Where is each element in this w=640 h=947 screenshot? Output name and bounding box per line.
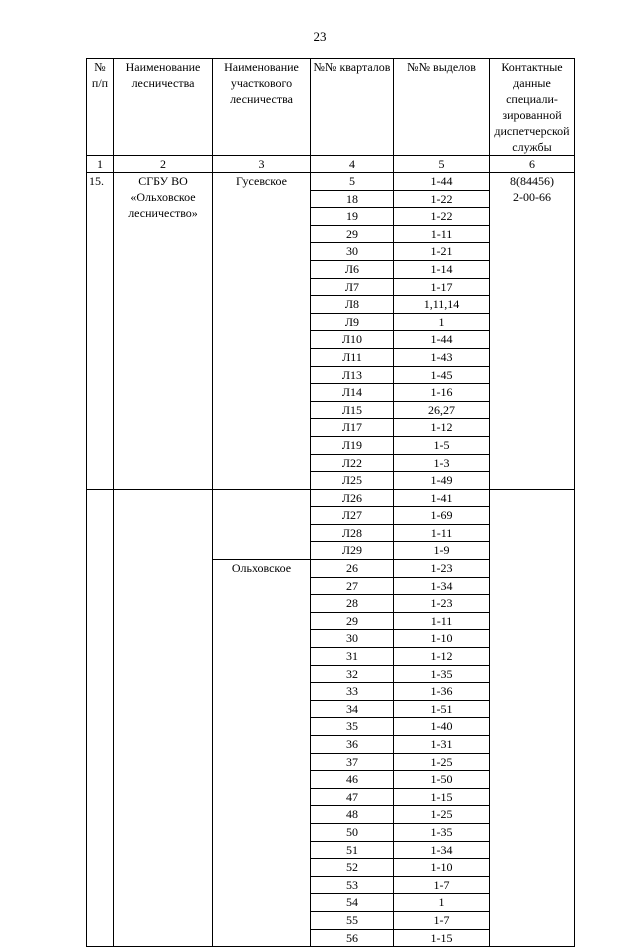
quarter-cell: 31: [311, 648, 394, 666]
empty-cell: [87, 489, 114, 946]
quarter-cell: 34: [311, 700, 394, 718]
quarter-cell: 48: [311, 806, 394, 824]
section-cell: 1-36: [394, 683, 490, 701]
section-cell: 1-51: [394, 700, 490, 718]
section-cell: 1-35: [394, 665, 490, 683]
column-index: 4: [311, 156, 394, 173]
quarter-cell: Л6: [311, 260, 394, 278]
header-quarters: №№ кварталов: [311, 59, 394, 156]
section-cell: 1-50: [394, 771, 490, 789]
quarter-cell: 37: [311, 753, 394, 771]
section-cell: 1-11: [394, 612, 490, 630]
contact-phone-number: 2-00-66: [513, 190, 551, 204]
quarter-cell: Л15: [311, 401, 394, 419]
quarter-cell: Л8: [311, 296, 394, 314]
quarter-cell: 46: [311, 771, 394, 789]
empty-cell: [490, 489, 575, 946]
quarter-cell: 35: [311, 718, 394, 736]
quarter-cell: Л28: [311, 524, 394, 542]
section-cell: 1-21: [394, 243, 490, 261]
quarter-cell: 28: [311, 595, 394, 613]
header-forestry: Наименование лесничества: [114, 59, 213, 156]
section-cell: 1-34: [394, 841, 490, 859]
section-cell: 1-5: [394, 436, 490, 454]
header-district: Наименование участкового лесничества: [213, 59, 311, 156]
quarter-cell: Л14: [311, 384, 394, 402]
section-cell: 1-44: [394, 331, 490, 349]
section-cell: 1-25: [394, 806, 490, 824]
quarter-cell: 56: [311, 929, 394, 947]
quarter-cell: Л9: [311, 313, 394, 331]
quarter-cell: 53: [311, 876, 394, 894]
header-contacts: Контактные данные специали-зированной диспетчерской службы: [490, 59, 575, 156]
header-row: [87, 59, 575, 156]
section-cell: 1-45: [394, 366, 490, 384]
column-index: 3: [213, 156, 311, 173]
quarter-cell: 29: [311, 612, 394, 630]
quarter-cell: 33: [311, 683, 394, 701]
quarter-cell: 27: [311, 577, 394, 595]
quarter-cell: 52: [311, 859, 394, 877]
section-cell: 1-23: [394, 560, 490, 578]
forestry-name: СГБУ ВО «Ольховское лесничество»: [114, 173, 213, 490]
quarter-cell: Л25: [311, 472, 394, 490]
section-cell: 1-10: [394, 630, 490, 648]
contact-phone-code: 8(84456): [510, 174, 554, 188]
district-name: Гусевское: [213, 173, 311, 490]
forestry-table: [86, 58, 575, 947]
column-index: 1: [87, 156, 114, 173]
section-cell: 1-31: [394, 736, 490, 754]
quarter-cell: Л26: [311, 489, 394, 507]
quarter-cell: 36: [311, 736, 394, 754]
section-cell: 1-41: [394, 489, 490, 507]
section-cell: 1-7: [394, 911, 490, 929]
quarter-cell: Л10: [311, 331, 394, 349]
quarter-cell: Л27: [311, 507, 394, 525]
quarter-cell: 29: [311, 225, 394, 243]
section-cell: 1-16: [394, 384, 490, 402]
column-index-row: [87, 156, 575, 173]
quarter-cell: 26: [311, 560, 394, 578]
section-cell: 1-15: [394, 929, 490, 947]
section-cell: 1-3: [394, 454, 490, 472]
quarter-cell: 18: [311, 190, 394, 208]
quarter-cell: Л7: [311, 278, 394, 296]
column-index: 6: [490, 156, 575, 173]
section-cell: 1-69: [394, 507, 490, 525]
table-row: [87, 489, 575, 507]
section-cell: 1-40: [394, 718, 490, 736]
section-cell: 1-43: [394, 348, 490, 366]
empty-cell: [114, 489, 213, 946]
section-cell: 1-7: [394, 876, 490, 894]
section-cell: 1,11,14: [394, 296, 490, 314]
section-cell: 1-34: [394, 577, 490, 595]
column-index: 2: [114, 156, 213, 173]
quarter-cell: 5: [311, 173, 394, 191]
table-row: [87, 173, 575, 191]
section-cell: 1-22: [394, 208, 490, 226]
quarter-cell: 55: [311, 911, 394, 929]
section-cell: 1-9: [394, 542, 490, 560]
section-cell: 1-12: [394, 648, 490, 666]
entry-number: 15.: [87, 173, 114, 490]
section-cell: 1-49: [394, 472, 490, 490]
quarter-cell: 30: [311, 243, 394, 261]
quarter-cell: 30: [311, 630, 394, 648]
section-cell: 1-23: [394, 595, 490, 613]
section-cell: 1: [394, 894, 490, 912]
section-cell: 1-14: [394, 260, 490, 278]
quarter-cell: 50: [311, 823, 394, 841]
quarter-cell: Л29: [311, 542, 394, 560]
quarter-cell: 19: [311, 208, 394, 226]
section-cell: 1-22: [394, 190, 490, 208]
quarter-cell: 51: [311, 841, 394, 859]
section-cell: 1-17: [394, 278, 490, 296]
section-cell: 1-11: [394, 524, 490, 542]
column-index: 5: [394, 156, 490, 173]
section-cell: 26,27: [394, 401, 490, 419]
section-cell: 1-10: [394, 859, 490, 877]
quarter-cell: 54: [311, 894, 394, 912]
quarter-cell: Л19: [311, 436, 394, 454]
quarter-cell: Л17: [311, 419, 394, 437]
section-cell: 1-25: [394, 753, 490, 771]
section-cell: 1-35: [394, 823, 490, 841]
quarter-cell: Л11: [311, 348, 394, 366]
contact-info: [490, 173, 575, 490]
section-cell: 1: [394, 313, 490, 331]
header-number: № п/п: [87, 59, 114, 156]
quarter-cell: 47: [311, 788, 394, 806]
district-name: Ольховское: [213, 560, 311, 947]
quarter-cell: Л13: [311, 366, 394, 384]
section-cell: 1-11: [394, 225, 490, 243]
quarter-cell: Л22: [311, 454, 394, 472]
section-cell: 1-44: [394, 173, 490, 191]
header-sections: №№ выделов: [394, 59, 490, 156]
section-cell: 1-15: [394, 788, 490, 806]
empty-cell: [213, 489, 311, 559]
quarter-cell: 32: [311, 665, 394, 683]
section-cell: 1-12: [394, 419, 490, 437]
page-number: 23: [313, 29, 327, 44]
